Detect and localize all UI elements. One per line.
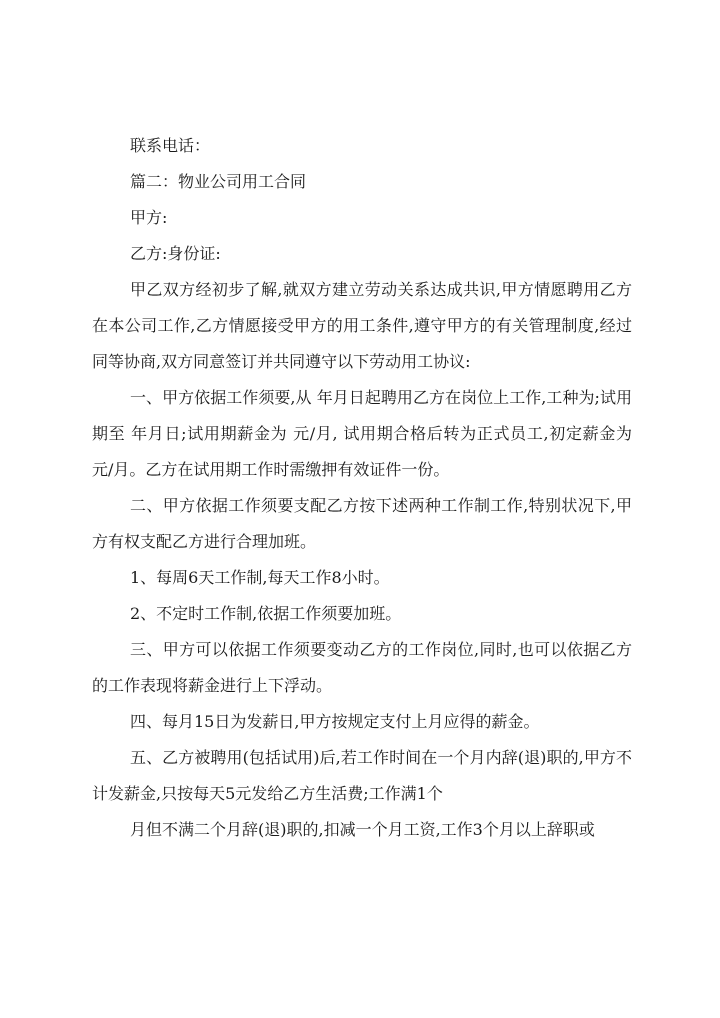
document-body	[92, 128, 632, 848]
clause-4: 四、每月15日为发薪日,甲方按规定支付上月应得的薪金。	[130, 712, 540, 731]
section-title: 篇二：物业公司用工合同	[130, 172, 307, 191]
clause-5-continuation: 月但不满二个月辞(退)职的,扣减一个月工资,工作3个月以上辞职或	[130, 820, 595, 839]
party-b-line: 乙方:身份证:	[130, 244, 221, 263]
contact-phone-line: 联系电话：	[130, 136, 211, 155]
clause-1: 一、甲方依据工作须要,从 年月日起聘用乙方在岗位上工作,工种为;试用期至 年月日;试用期薪金为 元/月, 试用期合格后转为正式员工,初定薪金为 元/月。乙方在试用期工作时需缴押有效证件一份。	[92, 388, 632, 479]
clause-3: 三、甲方可以依据工作须要变动乙方的工作岗位,同时,也可以依据乙方的工作表现将薪金进行上下浮动。	[92, 640, 632, 695]
clause-2-item-1: 1、每周6天工作制,每天工作8小时。	[130, 568, 390, 587]
clause-2: 二、甲方依据工作须要支配乙方按下述两种工作制工作,特别状况下,甲方有权支配乙方进行合理加班。	[92, 496, 632, 551]
clause-5: 五、乙方被聘用(包括试用)后,若工作时间在一个月内辞(退)职的,甲方不计发薪金,只按每天5元发给乙方生活费;工作满1个	[92, 748, 632, 803]
preamble-paragraph: 甲乙双方经初步了解,就双方建立劳动关系达成共识,甲方情愿聘用乙方在本公司工作,乙方情愿接受甲方的用工条件,遵守甲方的有关管理制度,经过同等协商,双方同意签订并共同遵守以下劳动用工协议:	[92, 280, 632, 371]
party-a-line: 甲方:	[130, 208, 168, 227]
clause-2-item-2: 2、不定时工作制,依据工作须要加班。	[130, 604, 402, 623]
